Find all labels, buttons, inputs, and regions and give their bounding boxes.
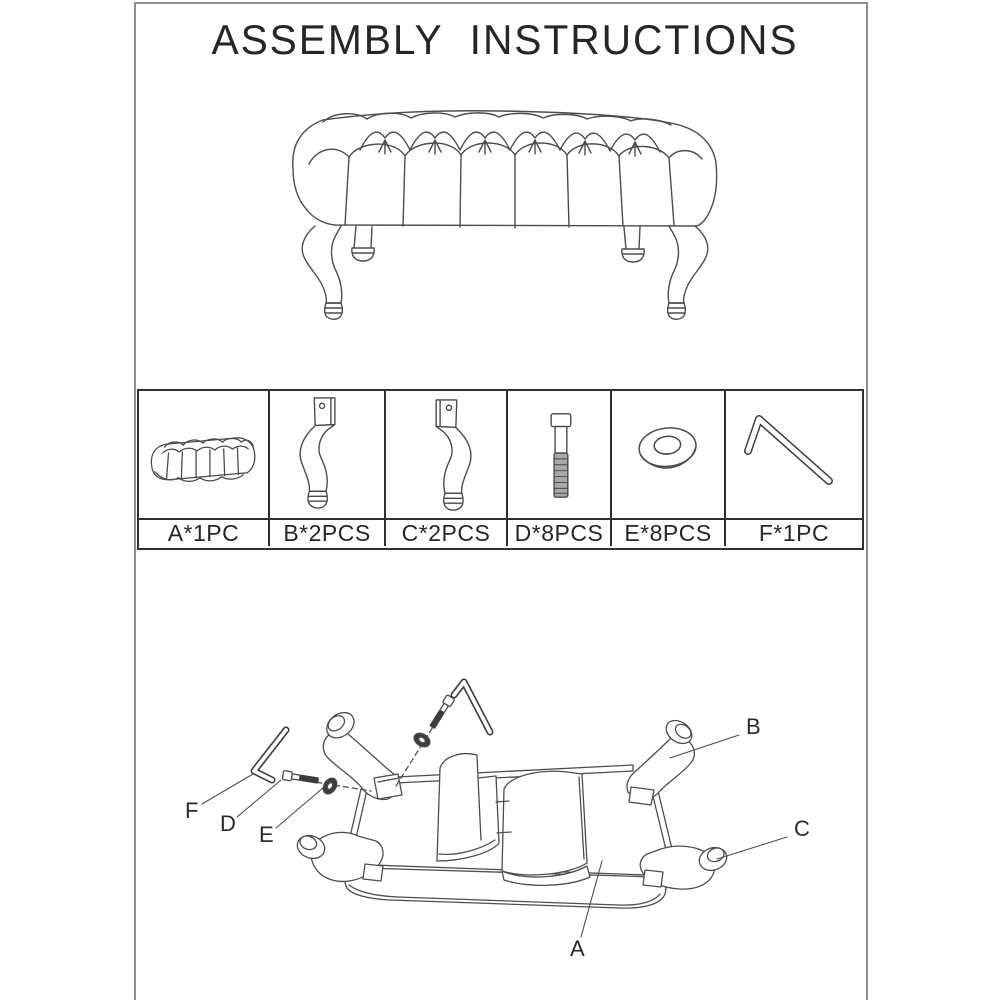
parts-cell-d — [508, 391, 612, 518]
diagram-label-b: B — [746, 714, 761, 739]
bolt-left — [282, 771, 319, 786]
diagram-label-e: E — [259, 822, 274, 847]
page-title: ASSEMBLY INSTRUCTIONS — [211, 16, 799, 63]
allen-key-icon — [726, 391, 862, 518]
bolt-icon — [508, 391, 610, 518]
bench-front-right-leg — [668, 226, 708, 303]
cabriole-leg-left-icon — [270, 391, 384, 518]
bench-tuft-dimples — [379, 140, 641, 156]
allen-key-left — [254, 730, 286, 780]
fabric-flap-left — [437, 754, 499, 861]
bench-back-scallops — [323, 113, 671, 125]
parts-table — [137, 389, 864, 550]
rail-right — [652, 791, 673, 854]
assembly-diagram — [150, 640, 870, 1000]
bench-front-right-foot — [668, 303, 686, 319]
diagram-label-c: C — [794, 816, 810, 841]
diagram-label-d: D — [220, 811, 236, 836]
part-label-d: D*8PCS — [508, 518, 612, 546]
assembled-bench-illustration — [285, 100, 725, 335]
leg-top-right — [627, 716, 696, 805]
parts-cell-b — [270, 391, 386, 518]
part-label-e: E*8PCS — [612, 518, 726, 546]
leg-bottom-right — [640, 844, 730, 889]
part-label-f: F*1PC — [726, 518, 862, 546]
bench-front-left-foot — [325, 303, 343, 319]
washer-top — [412, 730, 433, 749]
parts-cell-a — [139, 391, 270, 518]
part-label-c: C*2PCS — [386, 518, 508, 546]
tufted-seat-icon — [139, 391, 268, 518]
bench-front-arches — [309, 143, 702, 164]
bolt-top — [428, 695, 455, 730]
parts-cell-e — [612, 391, 726, 518]
parts-cell-f — [726, 391, 862, 518]
bench-back-left-leg — [352, 226, 374, 261]
washer-icon — [612, 391, 724, 518]
parts-cell-c — [386, 391, 508, 518]
bench-outline — [293, 111, 717, 226]
fabric-flap-right — [502, 771, 587, 875]
cabriole-leg-right-icon — [386, 391, 506, 518]
bench-channel-lines — [345, 155, 674, 228]
diagram-label-a: A — [570, 936, 585, 961]
part-label-b: B*2PCS — [270, 518, 386, 546]
washer-left — [320, 776, 339, 797]
allen-key-top — [454, 682, 490, 732]
diagram-label-f: F — [185, 798, 199, 823]
leg-bottom-left — [294, 832, 383, 882]
bench-back-right-leg — [622, 227, 644, 262]
bench-front-left-leg — [302, 226, 342, 303]
part-label-a: A*1PC — [139, 518, 270, 546]
